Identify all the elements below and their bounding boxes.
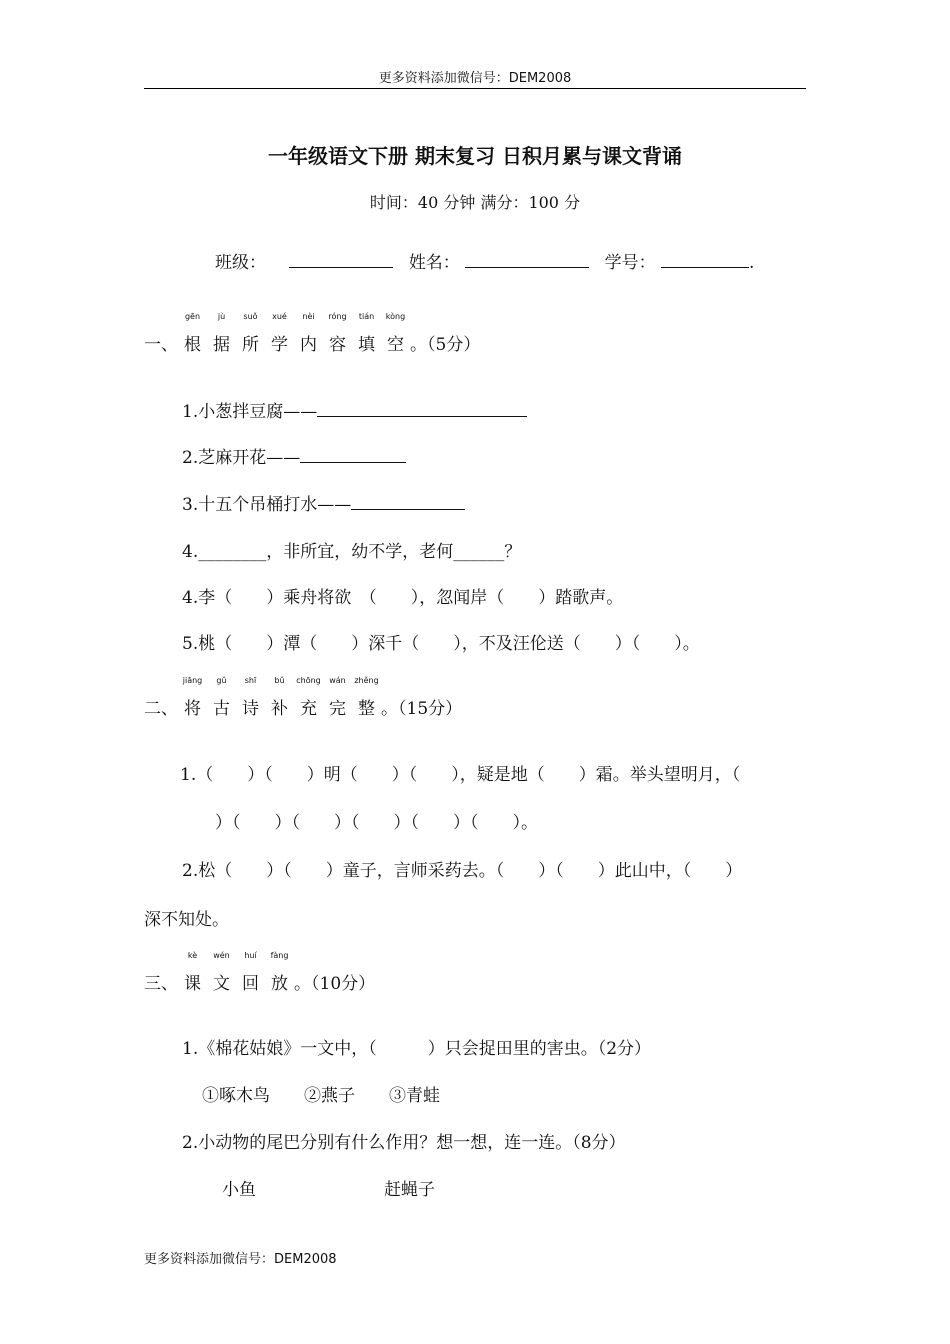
id-field[interactable]: [661, 249, 749, 268]
section-3-heading: [144, 951, 376, 994]
pinyin-annotation: kè: [187, 951, 198, 960]
char-text: 古: [213, 699, 230, 719]
char-text: 回: [242, 974, 259, 994]
pinyin-annotation: kòng: [385, 312, 406, 321]
section-2-item-2: 2.松（ ）（ ）童子，言师采药去。（ ）（ ）此山中，（ ）: [182, 861, 743, 881]
title-char: [207, 312, 236, 355]
name-label: 姓名：: [408, 253, 460, 273]
char-text: 整: [358, 699, 375, 719]
section-1-item-1: [182, 397, 527, 422]
pinyin-annotation: tián: [358, 312, 375, 321]
char-text: 文: [213, 974, 230, 994]
exam-subtitle: 时间：40 分钟 满分：100 分: [369, 193, 581, 212]
section-1-suffix: 。（5分）: [410, 335, 481, 355]
char-text: 内: [300, 335, 317, 355]
section-2-prefix: 二、: [144, 699, 178, 719]
header-divider: [144, 88, 806, 89]
title-char: [294, 676, 323, 719]
char-text: 完: [329, 699, 346, 719]
section-3-item-1: 1.《棉花姑娘》一文中，（ ）只会捉田里的害虫。（2分）: [182, 1039, 652, 1059]
page-title: 一年级语文下册 期末复习 日积月累与课文背诵: [268, 144, 682, 168]
answer-blank[interactable]: [351, 491, 465, 510]
pinyin-annotation: bǔ: [274, 676, 285, 685]
char-text: 学: [271, 335, 288, 355]
name-field[interactable]: [465, 249, 589, 268]
section-1-item-6: 5.桃（ ）潭（ ）深千（ ），不及汪伦送（ ）（ ）。: [182, 634, 700, 654]
char-text: 将: [184, 699, 201, 719]
item-text: 3.十五个吊桶打水——: [182, 495, 352, 515]
title-char: [265, 312, 294, 355]
match-right-item[interactable]: 赶蝇子: [384, 1180, 435, 1200]
info-end: .: [749, 253, 755, 273]
section-1-item-4: 4.________，非所宜，幼不学，老何______？: [182, 542, 522, 562]
pinyin-annotation: wán: [329, 676, 346, 685]
pinyin-annotation: gēn: [184, 312, 201, 321]
title-char: [178, 676, 207, 719]
section-1-item-3: [182, 490, 465, 515]
pinyin-annotation: shī: [244, 676, 257, 685]
pinyin-annotation: wén: [213, 951, 230, 960]
title-char: [207, 676, 236, 719]
section-2-suffix: 。（15分）: [381, 699, 463, 719]
char-text: 根: [184, 335, 201, 355]
pinyin-annotation: nèi: [302, 312, 315, 321]
title-char: [178, 951, 207, 994]
student-info-row: [215, 248, 754, 273]
section-3-suffix: 。（10分）: [294, 974, 376, 994]
char-text: 填: [358, 335, 375, 355]
item-text: 1.小葱拌豆腐——: [182, 402, 318, 422]
section-1-title-chars: [178, 312, 410, 355]
section-3-title-chars: [178, 951, 294, 994]
section-1-item-5: 4.李（ ）乘舟将欲 （ ），忽闻岸（ ）踏歌声。: [182, 588, 624, 608]
title-char: [265, 676, 294, 719]
answer-blank[interactable]: [317, 398, 527, 417]
char-text: 所: [242, 335, 259, 355]
section-2-item-1-cont: ）（ ）（ ）（ ）（ ）（ ）。: [198, 813, 538, 833]
class-field[interactable]: [289, 249, 393, 268]
pinyin-annotation: fàng: [270, 951, 289, 960]
title-char: [236, 312, 265, 355]
title-char: [381, 312, 410, 355]
title-char: [323, 312, 352, 355]
char-text: 空: [387, 335, 404, 355]
section-1-prefix: 一、: [144, 335, 178, 355]
char-text: 补: [271, 699, 288, 719]
section-2-heading: [144, 676, 463, 719]
char-text: 容: [329, 335, 346, 355]
pinyin-annotation: suǒ: [243, 312, 258, 321]
pinyin-annotation: jiāng: [182, 676, 203, 685]
class-label: 班级：: [215, 253, 266, 273]
title-char: [352, 312, 381, 355]
section-2-title-chars: [178, 676, 381, 719]
char-text: 课: [184, 974, 201, 994]
section-1-item-2: [182, 443, 406, 468]
item-text: 2.芝麻开花——: [182, 448, 301, 468]
title-char: [352, 676, 381, 719]
match-left-item[interactable]: 小鱼: [222, 1180, 256, 1200]
answer-blank[interactable]: [300, 444, 406, 463]
pinyin-annotation: gǔ: [216, 676, 227, 685]
title-char: [178, 312, 207, 355]
title-char: [323, 676, 352, 719]
char-text: 诗: [242, 699, 259, 719]
title-char: [265, 951, 294, 994]
pinyin-annotation: zhěng: [354, 676, 379, 685]
pinyin-annotation: xué: [272, 312, 287, 321]
section-2-item-1: 1.（ ）（ ）明（ ）（ ），疑是地（ ）霜。举头望明月，（: [180, 765, 741, 785]
section-2-item-2-cont: 深不知处。: [144, 910, 229, 930]
pinyin-annotation: chōng: [296, 676, 321, 685]
id-label: 学号：: [604, 253, 656, 273]
title-char: [236, 951, 265, 994]
section-1-heading: [144, 312, 481, 355]
page-header: 更多资料添加微信号：DEM2008: [378, 71, 572, 86]
section-3-options: ①啄木鸟 ②燕子 ③青蛙: [202, 1086, 440, 1106]
pinyin-annotation: huí: [244, 951, 257, 960]
pinyin-annotation: róng: [328, 312, 347, 321]
char-text: 充: [300, 699, 317, 719]
section-3-prefix: 三、: [144, 974, 178, 994]
pinyin-annotation: jù: [217, 312, 226, 321]
page-footer: 更多资料添加微信号：DEM2008: [144, 1252, 337, 1267]
title-char: [294, 312, 323, 355]
char-text: 据: [213, 335, 230, 355]
char-text: 放: [271, 974, 288, 994]
section-3-item-2: 2.小动物的尾巴分别有什么作用？想一想，连一连。（8分）: [182, 1133, 626, 1153]
title-char: [236, 676, 265, 719]
title-char: [207, 951, 236, 994]
